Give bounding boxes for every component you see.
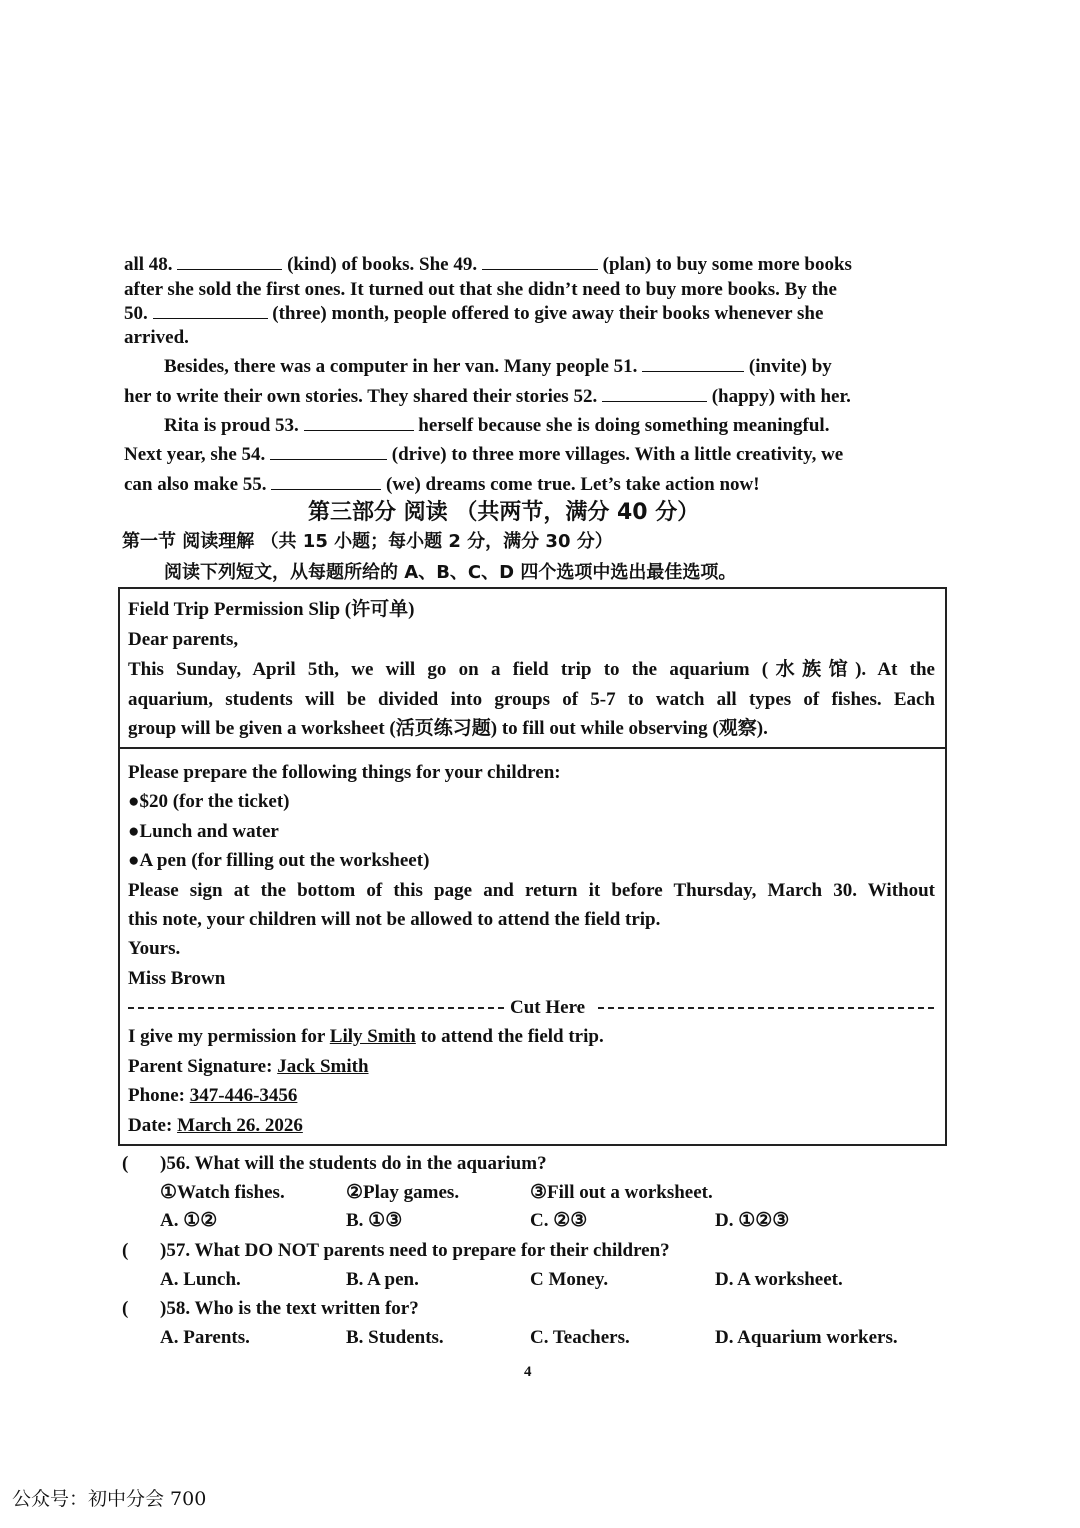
blank-50[interactable] (153, 302, 268, 319)
slip-item-ticket: ●$20 (for the ticket) (128, 791, 290, 812)
passage-line-7: Rita is proud 53. herself because she is doing something meaningful. (164, 415, 830, 436)
q58-option-b[interactable]: B. Students. (346, 1327, 444, 1348)
q56-paren[interactable]: ( (122, 1153, 129, 1174)
slip-greeting: Dear parents, (128, 629, 239, 650)
phone-number: 347-446-3456 (189, 1085, 298, 1106)
q56-option-c[interactable]: C. ②③ (530, 1210, 588, 1231)
q58-option-d[interactable]: D. Aquarium workers. (715, 1327, 898, 1348)
section-title: 第三部分 阅读 （共两节，满分 40 分） (308, 500, 700, 525)
q57-option-d[interactable]: D. A worksheet. (715, 1269, 843, 1290)
q56-option-b[interactable]: B. ①③ (346, 1210, 403, 1231)
q58-option-a[interactable]: A. Parents. (160, 1327, 250, 1348)
page-number: 4 (524, 1364, 532, 1380)
passage-line-9: can also make 55. (we) dreams come true. Let’s take action now! (124, 474, 760, 495)
cut-here-label: Cut Here (510, 997, 586, 1018)
slip-paragraph-line-3: group will be given a worksheet (活页练习题) to fill out while observing (观察). (128, 718, 768, 739)
slip-closing: Yours. (128, 938, 181, 959)
q56-option-a[interactable]: A. ①② (160, 1210, 218, 1231)
blank-49[interactable] (482, 253, 598, 270)
date-line: Date: March 26. 2026 (128, 1115, 303, 1136)
blank-48[interactable] (177, 253, 282, 270)
slip-sign-line-2: this note, your children will not be allowed to attend the field trip. (128, 909, 661, 930)
blank-54[interactable] (270, 443, 387, 460)
slip-paragraph-line-1: This Sunday, April 5th, we will go on a field trip to the aquarium (水族馆). At the (128, 659, 935, 680)
q57-option-c[interactable]: C Money. (530, 1269, 609, 1290)
slip-item-lunch: ●Lunch and water (128, 821, 279, 842)
slip-sign-line-1: Please sign at the bottom of this page and return it before Thursday, March 30. Without (128, 880, 935, 901)
signature-line: Parent Signature: Jack Smith (128, 1056, 369, 1077)
section-instruction: 阅读下列短文，从每题所给的 A、B、C、D 四个选项中选出最佳选项。 (164, 562, 737, 583)
q56-stem: )56. What will the students do in the aquarium? (160, 1153, 547, 1174)
q57-stem: )57. What DO NOT parents need to prepare for their children? (160, 1240, 670, 1261)
blank-53[interactable] (304, 414, 414, 431)
section-subtitle: 第一节 阅读理解 （共 15 小题；每小题 2 分，满分 30 分） (122, 531, 613, 552)
passage-line-3: 50. (three) month, people offered to give away their books whenever she (124, 303, 824, 324)
passage-line-5: Besides, there was a computer in her van. Many people 51. (invite) by (164, 356, 832, 377)
parent-signature: Jack Smith (277, 1056, 369, 1077)
passage-line-4: arrived. (124, 327, 189, 348)
blank-51[interactable] (642, 355, 744, 372)
q56-sub-2: ②Play games. (346, 1182, 460, 1203)
cut-line-right (598, 1007, 934, 1009)
q56-sub-3: ③Fill out a worksheet. (530, 1182, 713, 1203)
slip-sender: Miss Brown (128, 968, 226, 989)
student-name: Lily Smith (329, 1026, 416, 1047)
q56-option-d[interactable]: D. ①②③ (715, 1210, 790, 1231)
passage-line-2: after she sold the first ones. It turned out that she didn’t need to buy more books. By the (124, 279, 837, 300)
slip-paragraph-line-2: aquarium, students will be divided into groups of 5-7 to watch all types of fishes. Each (128, 689, 935, 710)
q56-sub-1: ①Watch fishes. (160, 1182, 285, 1203)
q57-paren[interactable]: ( (122, 1240, 129, 1261)
blank-52[interactable] (602, 385, 707, 402)
passage-line-1: all 48. (kind) of books. She 49. (plan) to buy some more books (124, 254, 852, 275)
q58-option-c[interactable]: C. Teachers. (530, 1327, 630, 1348)
slip-title: Field Trip Permission Slip (许可单) (128, 599, 415, 620)
slip-item-pen: ●A pen (for filling out the worksheet) (128, 850, 430, 871)
slip-prepare-heading: Please prepare the following things for your children: (128, 762, 561, 783)
q58-paren[interactable]: ( (122, 1298, 129, 1319)
passage-line-8: Next year, she 54. (drive) to three more villages. With a little creativity, we (124, 444, 844, 465)
permission-line: I give my permission for Lily Smith to attend the field trip. (128, 1026, 604, 1047)
q58-stem: )58. Who is the text written for? (160, 1298, 419, 1319)
passage-line-6: her to write their own stories. They shared their stories 52. (happy) with her. (124, 386, 851, 407)
signed-date: March 26. 2026 (177, 1115, 303, 1136)
q57-option-b[interactable]: B. A pen. (346, 1269, 419, 1290)
q57-option-a[interactable]: A. Lunch. (160, 1269, 241, 1290)
blank-55[interactable] (271, 473, 381, 490)
cut-line-left (128, 1007, 504, 1009)
phone-line: Phone: 347-446-3456 (128, 1085, 298, 1106)
footer-watermark: 公众号：初中分会 700 (12, 1488, 207, 1510)
